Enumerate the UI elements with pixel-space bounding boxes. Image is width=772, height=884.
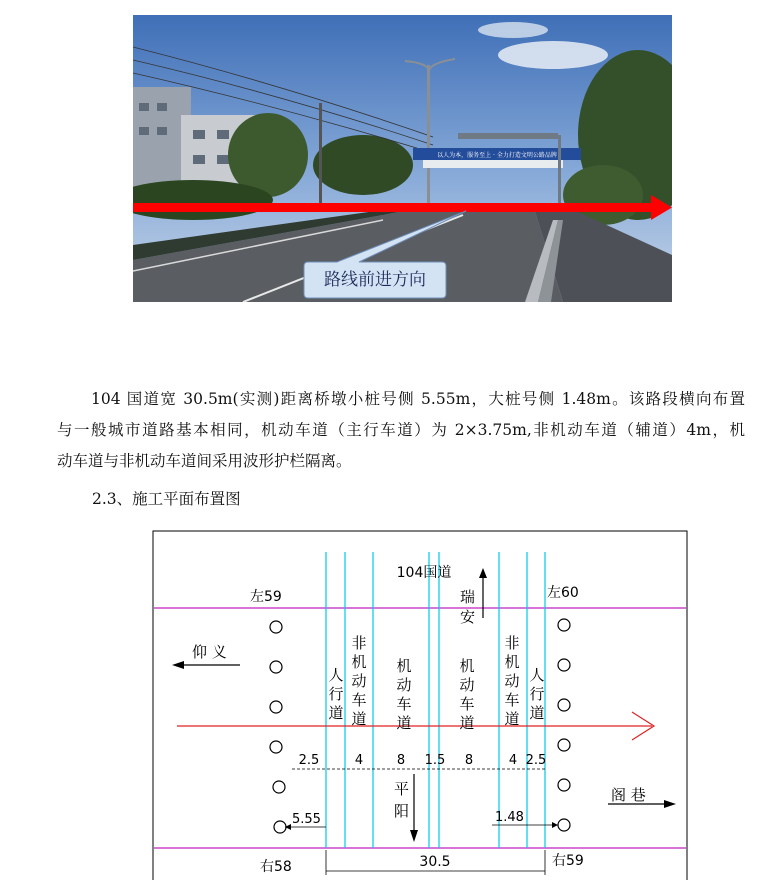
lane-label: 机动车道 <box>459 657 475 732</box>
diagram-frame <box>153 531 687 880</box>
paragraph-line: 动车道与非机动车道间采用波形护栏隔离。 <box>57 452 352 470</box>
south-label-1: 平 <box>394 780 410 798</box>
lane-label: 人行道 <box>529 666 545 722</box>
lane-label: 人行道 <box>328 666 344 722</box>
road-name-label: 104国道 <box>396 565 452 581</box>
north-label-1: 瑞 <box>460 588 476 606</box>
pier-label-top-left: 左59 <box>250 589 282 605</box>
north-arrow-icon <box>479 568 487 578</box>
east-label: 阁 巷 <box>611 786 646 804</box>
width-value: 8 <box>464 753 474 768</box>
north-label-2: 安 <box>460 608 476 626</box>
distance-left: 5.55 <box>292 812 321 827</box>
pier-label-top-right: 左60 <box>547 585 579 601</box>
total-width: 30.5 <box>419 854 451 870</box>
width-value: 2.5 <box>525 753 547 768</box>
section-heading: 2.3、施工平面布置图 <box>92 490 241 508</box>
west-label: 仰 义 <box>192 643 227 661</box>
width-value: 4 <box>354 753 364 768</box>
lane-label: 非机动车道 <box>504 634 520 728</box>
lane-label: 非机动车道 <box>351 634 367 728</box>
paragraph-line: 104 国道宽 30.5m(实测)距离桥墩小桩号侧 5.55m，大桩号侧 1.48m。该路段横向布置 <box>91 390 745 408</box>
pier-column-right <box>558 619 570 831</box>
width-value: 4 <box>508 753 518 768</box>
east-arrow-icon <box>664 800 676 808</box>
south-label-2: 阳 <box>394 802 410 820</box>
gantry-sign-text: 以人为本，服务至上 · 全力打造文明公路品牌 <box>437 152 557 159</box>
road-photo <box>133 15 672 302</box>
width-value: 2.5 <box>298 753 320 768</box>
pier-label-bottom-left: 右58 <box>260 859 292 875</box>
pier-column-left <box>270 621 286 833</box>
width-value: 8 <box>396 753 406 768</box>
site-plan-diagram <box>152 530 688 880</box>
south-arrow-icon <box>410 830 418 842</box>
pier-label-bottom-right: 右59 <box>552 853 584 869</box>
paragraph-line: 与一般城市道路基本相同，机动车道（主行车道）为 2×3.75m,非机动车道（辅道）4m，机 <box>57 421 745 439</box>
route-direction-callout: 路线前进方向 <box>324 270 426 290</box>
distance-right: 1.48 <box>495 810 524 825</box>
lane-label: 机动车道 <box>396 657 412 732</box>
west-arrow-icon <box>172 661 184 669</box>
width-value: 1.5 <box>424 753 446 768</box>
description-paragraph <box>57 384 745 477</box>
